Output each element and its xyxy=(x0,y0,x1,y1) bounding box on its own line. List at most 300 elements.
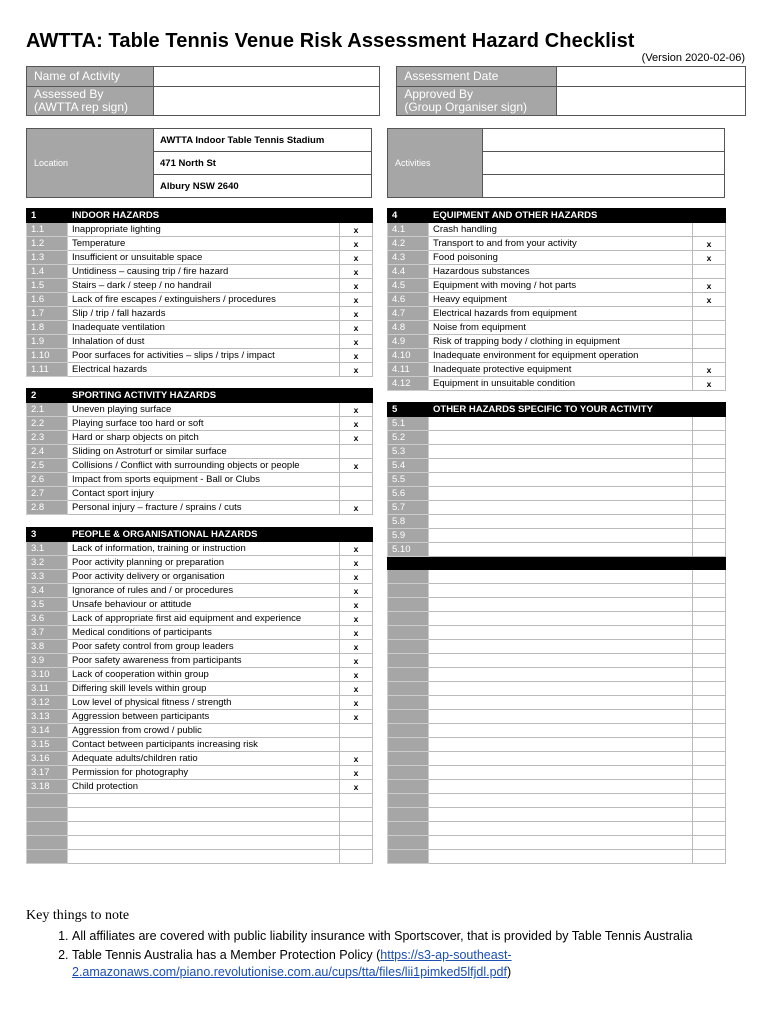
hazard-row xyxy=(27,682,373,696)
hazard-description[interactable]: Inadequate environment for equipment operation xyxy=(429,349,693,363)
hazard-description[interactable] xyxy=(429,431,693,445)
hazard-description[interactable]: Electrical hazards xyxy=(68,363,340,377)
hazard-row xyxy=(388,459,726,473)
hazard-checkbox[interactable] xyxy=(693,349,726,363)
hazard-row xyxy=(27,237,373,251)
blank-row[interactable] xyxy=(388,822,726,836)
section-header xyxy=(388,403,726,417)
hazard-checkbox[interactable]: x xyxy=(340,696,373,710)
hazard-checkbox[interactable]: x xyxy=(340,417,373,431)
blank-row[interactable] xyxy=(388,654,726,668)
hazard-row xyxy=(27,598,373,612)
hazard-checkbox[interactable]: x xyxy=(340,598,373,612)
hazard-row xyxy=(27,556,373,570)
hazard-row xyxy=(27,738,373,752)
hazard-row xyxy=(388,223,726,237)
hazard-row xyxy=(388,349,726,363)
policy-link[interactable]: https://s3-ap-southeast-2.amazonaws.com/piano.revolutionise.com.au/cups/tta/files/lii1pimked5lfjdl.pdf xyxy=(72,948,512,979)
hazard-checkbox[interactable]: x xyxy=(340,293,373,307)
hazard-number: 3.10 xyxy=(27,668,68,682)
hazard-number: 3.9 xyxy=(27,654,68,668)
hazard-description[interactable]: Uneven playing surface xyxy=(68,403,340,417)
hazard-number: 5.4 xyxy=(388,459,429,473)
hazard-description[interactable]: Personal injury – fracture / sprains / cuts xyxy=(68,501,340,515)
hazard-row xyxy=(27,570,373,584)
hazard-checkbox[interactable] xyxy=(693,321,726,335)
hazard-row xyxy=(27,307,373,321)
activities-field-3[interactable] xyxy=(483,175,725,198)
hazard-description[interactable]: Lack of information, training or instruction xyxy=(68,542,340,556)
hazard-row xyxy=(27,223,373,237)
section-title: PEOPLE & ORGANISATIONAL HAZARDS xyxy=(68,528,340,542)
hazard-row xyxy=(27,445,373,459)
blank-row[interactable] xyxy=(388,696,726,710)
hazard-description[interactable]: Low level of physical fitness / strength xyxy=(68,696,340,710)
version-label: (Version 2020-02-06) xyxy=(641,52,745,64)
hazard-row xyxy=(388,417,726,431)
hazard-description[interactable]: Aggression between participants xyxy=(68,710,340,724)
hazard-number: 1.2 xyxy=(27,237,68,251)
hazard-row xyxy=(27,752,373,766)
hazard-number: 5.5 xyxy=(388,473,429,487)
hazard-description[interactable]: Aggression from crowd / public xyxy=(68,724,340,738)
blank-row[interactable] xyxy=(388,752,726,766)
hazard-row xyxy=(388,321,726,335)
hazard-number: 5.2 xyxy=(388,431,429,445)
hazard-row xyxy=(27,251,373,265)
hazard-checkbox[interactable]: x xyxy=(693,377,726,391)
hazard-checkbox[interactable] xyxy=(693,501,726,515)
blank-row[interactable] xyxy=(388,836,726,850)
hazard-row xyxy=(27,335,373,349)
note-item: 1. All affiliates are covered with public liability insurance with Sportscover, that is provided by Table Tennis Australia xyxy=(72,928,746,945)
hazard-row xyxy=(27,349,373,363)
hazard-checkbox[interactable]: x xyxy=(340,654,373,668)
hazard-row xyxy=(388,529,726,543)
hazard-number: 3.7 xyxy=(27,626,68,640)
location-line-1: AWTTA Indoor Table Tennis Stadium xyxy=(154,129,372,152)
name-of-activity-field[interactable] xyxy=(154,67,380,87)
hazard-checkbox[interactable]: x xyxy=(340,223,373,237)
hazard-number: 4.5 xyxy=(388,279,429,293)
hazard-row xyxy=(27,487,373,501)
hazard-number: 3.11 xyxy=(27,682,68,696)
hazard-checkbox[interactable] xyxy=(693,515,726,529)
section-title: INDOOR HAZARDS xyxy=(68,209,340,223)
hazard-number: 1.5 xyxy=(27,279,68,293)
hazard-description[interactable]: Transport to and from your activity xyxy=(429,237,693,251)
hazard-row xyxy=(27,501,373,515)
sporting-hazards-table xyxy=(26,388,373,515)
hazard-checkbox[interactable]: x xyxy=(693,279,726,293)
hazard-number: 5.8 xyxy=(388,515,429,529)
header-table xyxy=(26,66,746,116)
section-number: 2 xyxy=(27,389,68,403)
hazard-row xyxy=(388,515,726,529)
hazard-checkbox[interactable]: x xyxy=(693,363,726,377)
blank-row[interactable] xyxy=(388,668,726,682)
activities-field-2[interactable] xyxy=(483,152,725,175)
hazard-description[interactable]: Slip / trip / fall hazards xyxy=(68,307,340,321)
hazard-checkbox[interactable] xyxy=(693,307,726,321)
hazard-description[interactable]: Inadequate protective equipment xyxy=(429,363,693,377)
hazard-description[interactable] xyxy=(429,417,693,431)
hazard-checkbox[interactable]: x xyxy=(340,668,373,682)
hazard-number: 5.10 xyxy=(388,543,429,557)
hazard-row xyxy=(27,780,373,794)
hazard-description[interactable] xyxy=(429,459,693,473)
hazard-number: 3.1 xyxy=(27,542,68,556)
section-title: EQUIPMENT AND OTHER HAZARDS xyxy=(429,209,693,223)
hazard-description[interactable] xyxy=(429,473,693,487)
hazard-checkbox[interactable]: x xyxy=(340,349,373,363)
location-line-2: 471 North St xyxy=(154,152,372,175)
blank-row[interactable] xyxy=(388,682,726,696)
hazard-checkbox[interactable]: x xyxy=(340,363,373,377)
assessed-by-field[interactable] xyxy=(154,87,380,116)
hazard-checkbox[interactable]: x xyxy=(340,459,373,473)
hazard-number: 2.7 xyxy=(27,487,68,501)
blank-row[interactable] xyxy=(388,710,726,724)
hazard-row xyxy=(27,766,373,780)
blank-row[interactable] xyxy=(27,850,373,864)
hazard-number: 1.1 xyxy=(27,223,68,237)
assessment-date-label: Assessment Date xyxy=(397,67,556,87)
hazard-checkbox[interactable]: x xyxy=(340,279,373,293)
hazard-checkbox[interactable]: x xyxy=(693,237,726,251)
section-divider xyxy=(388,557,726,570)
hazard-row xyxy=(388,307,726,321)
blank-row[interactable] xyxy=(388,626,726,640)
hazard-description[interactable]: Poor safety control from group leaders xyxy=(68,640,340,654)
hazard-row xyxy=(388,431,726,445)
hazard-checkbox[interactable]: x xyxy=(693,251,726,265)
hazard-description[interactable]: Permission for photography xyxy=(68,766,340,780)
hazard-row xyxy=(388,293,726,307)
hazard-checkbox[interactable] xyxy=(693,417,726,431)
hazard-checkbox[interactable]: x xyxy=(340,251,373,265)
hazard-description[interactable]: Electrical hazards from equipment xyxy=(429,307,693,321)
hazard-description[interactable]: Sliding on Astroturf or similar surface xyxy=(68,445,340,459)
hazard-row xyxy=(388,363,726,377)
hazard-description[interactable]: Equipment with moving / hot parts xyxy=(429,279,693,293)
hazard-number: 3.17 xyxy=(27,766,68,780)
activities-table xyxy=(387,128,725,198)
hazard-row xyxy=(27,640,373,654)
blank-row[interactable] xyxy=(27,808,373,822)
hazard-checkbox[interactable]: x xyxy=(340,640,373,654)
hazard-checkbox[interactable]: x xyxy=(693,293,726,307)
hazard-checkbox[interactable]: x xyxy=(340,265,373,279)
hazard-row xyxy=(27,293,373,307)
hazard-checkbox[interactable] xyxy=(693,431,726,445)
hazard-description[interactable]: Insufficient or unsuitable space xyxy=(68,251,340,265)
hazard-row xyxy=(388,543,726,557)
hazard-checkbox[interactable]: x xyxy=(340,626,373,640)
hazard-number: 3.13 xyxy=(27,710,68,724)
equipment-hazards-table xyxy=(387,208,726,391)
hazard-checkbox[interactable]: x xyxy=(340,584,373,598)
hazard-number: 4.12 xyxy=(388,377,429,391)
hazard-number: 4.8 xyxy=(388,321,429,335)
hazard-checkbox[interactable]: x xyxy=(340,431,373,445)
hazard-number: 5.3 xyxy=(388,445,429,459)
hazard-description[interactable]: Equipment in unsuitable condition xyxy=(429,377,693,391)
approved-by-label: Approved By (Group Organiser sign) xyxy=(397,87,556,116)
hazard-number: 2.5 xyxy=(27,459,68,473)
blank-row[interactable] xyxy=(388,808,726,822)
section-number: 4 xyxy=(388,209,429,223)
hazard-row xyxy=(27,696,373,710)
hazard-checkbox[interactable]: x xyxy=(340,321,373,335)
hazard-description[interactable] xyxy=(429,543,693,557)
hazard-description[interactable]: Poor safety awareness from participants xyxy=(68,654,340,668)
blank-row[interactable] xyxy=(388,584,726,598)
hazard-description[interactable]: Collisions / Conflict with surrounding objects or people xyxy=(68,459,340,473)
hazard-checkbox[interactable] xyxy=(340,724,373,738)
name-of-activity-label: Name of Activity xyxy=(27,67,154,87)
hazard-description[interactable]: Hard or sharp objects on pitch xyxy=(68,431,340,445)
hazard-number: 2.3 xyxy=(27,431,68,445)
hazard-number: 4.11 xyxy=(388,363,429,377)
hazard-description[interactable]: Noise from equipment xyxy=(429,321,693,335)
hazard-row xyxy=(27,431,373,445)
hazard-row xyxy=(388,251,726,265)
hazard-checkbox[interactable] xyxy=(693,335,726,349)
hazard-row xyxy=(388,445,726,459)
section-title: SPORTING ACTIVITY HAZARDS xyxy=(68,389,340,403)
blank-row[interactable] xyxy=(388,612,726,626)
section-header xyxy=(27,528,373,542)
hazard-description[interactable]: Inadequate ventilation xyxy=(68,321,340,335)
hazard-checkbox[interactable] xyxy=(693,459,726,473)
hazard-description[interactable]: Stairs – dark / steep / no handrail xyxy=(68,279,340,293)
blank-row[interactable] xyxy=(27,822,373,836)
hazard-description[interactable]: Poor surfaces for activities – slips / trips / impact xyxy=(68,349,340,363)
hazard-number: 1.4 xyxy=(27,265,68,279)
hazard-row xyxy=(388,237,726,251)
hazard-number: 1.9 xyxy=(27,335,68,349)
blank-row[interactable] xyxy=(388,598,726,612)
hazard-row xyxy=(27,473,373,487)
hazard-checkbox[interactable]: x xyxy=(340,307,373,321)
hazard-number: 2.6 xyxy=(27,473,68,487)
hazard-description[interactable]: Contact between participants increasing risk xyxy=(68,738,340,752)
section-header xyxy=(27,389,373,403)
activities-label: Activities xyxy=(388,129,483,198)
hazard-description[interactable]: Heavy equipment xyxy=(429,293,693,307)
blank-row[interactable] xyxy=(388,738,726,752)
hazard-checkbox[interactable]: x xyxy=(340,237,373,251)
hazard-checkbox[interactable]: x xyxy=(340,612,373,626)
blank-row[interactable] xyxy=(27,794,373,808)
section-number: 1 xyxy=(27,209,68,223)
hazard-checkbox[interactable] xyxy=(340,445,373,459)
hazard-description[interactable] xyxy=(429,529,693,543)
hazard-number: 4.3 xyxy=(388,251,429,265)
hazard-checkbox[interactable]: x xyxy=(340,556,373,570)
hazard-description[interactable]: Temperature xyxy=(68,237,340,251)
blank-row[interactable] xyxy=(388,570,726,584)
notes-section xyxy=(26,908,746,983)
hazard-row xyxy=(27,279,373,293)
hazard-row xyxy=(27,459,373,473)
hazard-row xyxy=(27,403,373,417)
hazard-checkbox[interactable] xyxy=(693,445,726,459)
hazard-number: 3.18 xyxy=(27,780,68,794)
assessment-date-field[interactable] xyxy=(556,67,745,87)
hazard-description[interactable]: Inappropriate lighting xyxy=(68,223,340,237)
hazard-checkbox[interactable] xyxy=(340,473,373,487)
hazard-row xyxy=(27,710,373,724)
hazard-description[interactable]: Risk of trapping body / clothing in equipment xyxy=(429,335,693,349)
hazard-row xyxy=(27,654,373,668)
hazard-checkbox[interactable] xyxy=(693,529,726,543)
hazard-description[interactable] xyxy=(429,501,693,515)
hazard-row xyxy=(27,321,373,335)
hazard-number: 3.12 xyxy=(27,696,68,710)
hazard-row xyxy=(27,542,373,556)
hazard-checkbox[interactable] xyxy=(693,543,726,557)
hazard-number: 4.1 xyxy=(388,223,429,237)
assessed-by-label: Assessed By (AWTTA rep sign) xyxy=(27,87,154,116)
hazard-description[interactable]: Impact from sports equipment - Ball or Clubs xyxy=(68,473,340,487)
blank-row[interactable] xyxy=(388,780,726,794)
hazard-number: 2.8 xyxy=(27,501,68,515)
hazard-checkbox[interactable]: x xyxy=(340,766,373,780)
hazard-description[interactable]: Unsafe behaviour or attitude xyxy=(68,598,340,612)
hazard-number: 4.2 xyxy=(388,237,429,251)
hazard-number: 1.6 xyxy=(27,293,68,307)
blank-row[interactable] xyxy=(388,766,726,780)
notes-heading: Key things to note xyxy=(26,908,130,923)
hazard-number: 1.7 xyxy=(27,307,68,321)
hazard-row xyxy=(27,584,373,598)
hazard-checkbox[interactable]: x xyxy=(340,542,373,556)
page-title: AWTTA: Table Tennis Venue Risk Assessment Hazard Checklist xyxy=(26,30,635,52)
hazard-row xyxy=(388,377,726,391)
hazard-number: 3.3 xyxy=(27,570,68,584)
hazard-checkbox[interactable]: x xyxy=(340,682,373,696)
hazard-checkbox[interactable] xyxy=(693,223,726,237)
hazard-checkbox[interactable] xyxy=(340,487,373,501)
hazard-checkbox[interactable] xyxy=(340,738,373,752)
hazard-number: 5.7 xyxy=(388,501,429,515)
hazard-description[interactable] xyxy=(429,515,693,529)
hazard-checkbox[interactable] xyxy=(693,265,726,279)
approved-by-field[interactable] xyxy=(556,87,745,116)
blank-row[interactable] xyxy=(27,836,373,850)
hazard-description[interactable]: Differing skill levels within group xyxy=(68,682,340,696)
location-label: Location xyxy=(27,129,154,198)
hazard-row xyxy=(388,473,726,487)
hazard-number: 4.6 xyxy=(388,293,429,307)
section-header xyxy=(388,209,726,223)
hazard-row xyxy=(27,417,373,431)
hazard-description[interactable]: Adequate adults/children ratio xyxy=(68,752,340,766)
section-number: 5 xyxy=(388,403,429,417)
hazard-description[interactable]: Child protection xyxy=(68,780,340,794)
hazard-row xyxy=(27,363,373,377)
hazard-row xyxy=(388,265,726,279)
hazard-number: 3.15 xyxy=(27,738,68,752)
hazard-checkbox[interactable]: x xyxy=(340,570,373,584)
hazard-number: 3.4 xyxy=(27,584,68,598)
hazard-number: 2.1 xyxy=(27,403,68,417)
hazard-description[interactable]: Poor activity planning or preparation xyxy=(68,556,340,570)
hazard-number: 1.8 xyxy=(27,321,68,335)
blank-row[interactable] xyxy=(388,850,726,864)
hazard-row xyxy=(27,265,373,279)
blank-row[interactable] xyxy=(388,640,726,654)
hazard-number: 1.3 xyxy=(27,251,68,265)
hazard-row xyxy=(27,668,373,682)
hazard-number: 1.10 xyxy=(27,349,68,363)
hazard-description[interactable]: Medical conditions of participants xyxy=(68,626,340,640)
hazard-description[interactable]: Poor activity delivery or organisation xyxy=(68,570,340,584)
hazard-number: 2.4 xyxy=(27,445,68,459)
hazard-description[interactable]: Contact sport injury xyxy=(68,487,340,501)
hazard-number: 4.7 xyxy=(388,307,429,321)
section-number: 3 xyxy=(27,528,68,542)
hazard-row xyxy=(388,487,726,501)
hazard-row xyxy=(27,724,373,738)
hazard-row xyxy=(388,335,726,349)
hazard-row xyxy=(388,501,726,515)
hazard-checkbox[interactable] xyxy=(693,487,726,501)
hazard-row xyxy=(388,279,726,293)
hazard-description[interactable] xyxy=(429,445,693,459)
hazard-checkbox[interactable]: x xyxy=(340,752,373,766)
hazard-description[interactable]: Untidiness – causing trip / fire hazard xyxy=(68,265,340,279)
hazard-description[interactable]: Food poisoning xyxy=(429,251,693,265)
hazard-description[interactable]: Inhalation of dust xyxy=(68,335,340,349)
hazard-number: 3.14 xyxy=(27,724,68,738)
section-title: OTHER HAZARDS SPECIFIC TO YOUR ACTIVITY xyxy=(429,403,693,417)
hazard-number: 5.1 xyxy=(388,417,429,431)
hazard-description[interactable] xyxy=(429,487,693,501)
people-hazards-table xyxy=(26,527,373,864)
blank-row[interactable] xyxy=(388,794,726,808)
hazard-number: 5.6 xyxy=(388,487,429,501)
hazard-checkbox[interactable]: x xyxy=(340,403,373,417)
location-line-3: Albury NSW 2640 xyxy=(154,175,372,198)
hazard-number: 2.2 xyxy=(27,417,68,431)
hazard-description[interactable]: Ignorance of rules and / or procedures xyxy=(68,584,340,598)
hazard-checkbox[interactable]: x xyxy=(340,501,373,515)
hazard-description[interactable]: Lack of fire escapes / extinguishers / procedures xyxy=(68,293,340,307)
hazard-row xyxy=(27,626,373,640)
hazard-number: 4.9 xyxy=(388,335,429,349)
hazard-number: 3.8 xyxy=(27,640,68,654)
hazard-number: 3.5 xyxy=(27,598,68,612)
hazard-number: 4.10 xyxy=(388,349,429,363)
hazard-description[interactable]: Crash handling xyxy=(429,223,693,237)
activities-field-1[interactable] xyxy=(483,129,725,152)
hazard-description[interactable]: Playing surface too hard or soft xyxy=(68,417,340,431)
hazard-description[interactable]: Lack of cooperation within group xyxy=(68,668,340,682)
hazard-checkbox[interactable] xyxy=(693,473,726,487)
hazard-checkbox[interactable]: x xyxy=(340,780,373,794)
blank-row[interactable] xyxy=(388,724,726,738)
hazard-description[interactable]: Lack of appropriate first aid equipment and experience xyxy=(68,612,340,626)
notes-list xyxy=(26,928,746,981)
hazard-description[interactable]: Hazardous substances xyxy=(429,265,693,279)
hazard-number: 4.4 xyxy=(388,265,429,279)
hazard-checkbox[interactable]: x xyxy=(340,710,373,724)
section-header xyxy=(27,209,373,223)
hazard-checkbox[interactable]: x xyxy=(340,335,373,349)
